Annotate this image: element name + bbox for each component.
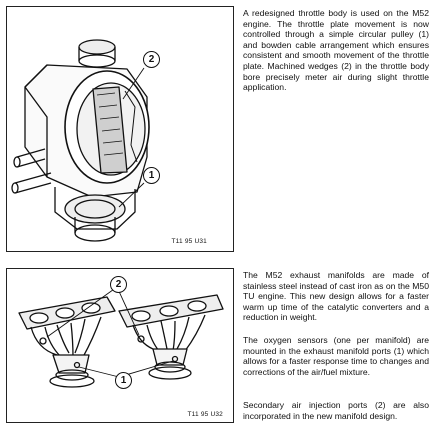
callout-2-wedges: 2 bbox=[143, 51, 160, 68]
throttle-description: A redesigned throttle body is used on the M52 engine. The throttle plate movement is now controlled through a simple circular pulley (1) and bowden cable arrangement which ensures consistent and smooth movement of the throttle plate. Machined wedges (2) in the throttle body bore precisely meter air during slight throttle application. bbox=[243, 8, 429, 93]
callout-1-pulley: 1 bbox=[143, 167, 160, 184]
exhaust-manifold-figure bbox=[6, 268, 234, 423]
manifold-description: The M52 exhaust manifolds are made of stainless steel instead of cast iron as on the M50 TU engine. This new design allows for a faster warm up time of the catalytic converters and a reduction in weight. bbox=[243, 270, 429, 323]
figure-code: T11 95 U32 bbox=[187, 411, 223, 418]
callout-2-air-ports: 2 bbox=[110, 276, 127, 293]
oxygen-sensor-description: The oxygen sensors (one per manifold) are mounted in the exhaust manifold ports (1) which allows for a faster response time to changes and corrections of the air/fuel mixture. bbox=[243, 335, 429, 377]
figure-code: T11 95 U31 bbox=[171, 238, 207, 245]
throttle-body-figure bbox=[6, 6, 234, 252]
secondary-air-description: Secondary air injection ports (2) are also incorporated in the new manifold design. bbox=[243, 400, 429, 421]
throttle-body-drawing bbox=[7, 7, 232, 250]
callout-1-sensor-ports: 1 bbox=[115, 372, 132, 389]
